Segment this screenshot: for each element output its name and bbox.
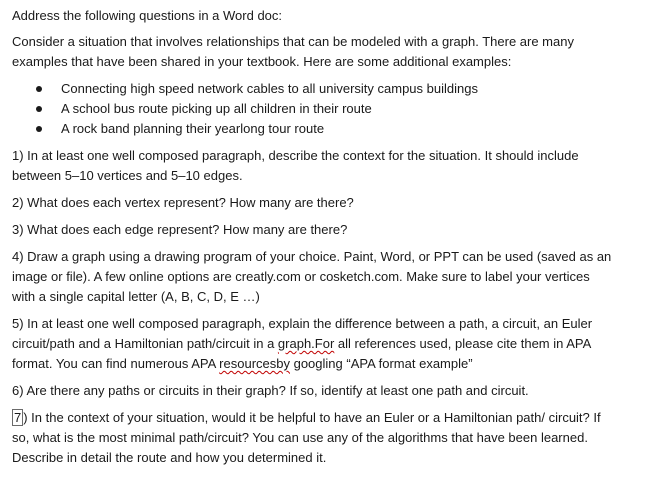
text-run: format. You can find numerous APA — [12, 356, 220, 371]
question-line: 3) What does each edge represent? How many are there? — [12, 222, 348, 237]
example-text: Connecting high speed network cables to all university campus buildings — [61, 81, 478, 96]
question-2 — [12, 193, 652, 213]
question-line: so, what is the most minimal path/circuit? You can use any of the algorithms that have been learned. — [12, 430, 588, 445]
bullet-icon — [36, 126, 42, 132]
question-line: 5) In at least one well composed paragraph, explain the difference between a path, a circuit, an Euler — [12, 316, 593, 331]
intro-line: examples that have been shared in your textbook. Here are some additional examples: — [12, 54, 512, 69]
examples-list — [12, 79, 652, 139]
question-line: with a single capital letter (A, B, C, D, E …) — [12, 289, 260, 304]
question-line: Describe in detail the route and how you determined it. — [12, 450, 327, 465]
example-item — [12, 99, 652, 119]
question-line: 2) What does each vertex represent? How many are there? — [12, 195, 354, 210]
example-item — [12, 119, 652, 139]
spelling-error-word[interactable]: resourcesby — [219, 356, 290, 371]
question-line: 1) In at least one well composed paragraph, describe the context for the situation. It should include — [12, 148, 579, 163]
question-line: 4) Draw a graph using a drawing program of your choice. Paint, Word, or PPT can be used (saved as an — [12, 249, 612, 264]
question-line — [12, 354, 652, 374]
example-text: A rock band planning their yearlong tour route — [61, 121, 325, 136]
question-line: image or file). A few online options are creatly.com or cosketch.com. Make sure to label your vertices — [12, 269, 590, 284]
question-line: between 5–10 vertices and 5–10 edges. — [12, 168, 243, 183]
intro-line: Consider a situation that involves relationships that can be modeled with a graph. There are many — [12, 34, 574, 49]
text-run: circuit/path and a Hamiltonian path/circuit in a — [12, 336, 278, 351]
question-7 — [12, 408, 652, 468]
question-line — [12, 334, 652, 354]
document-body[interactable] — [12, 6, 652, 475]
text-run: ) In the context of your situation, would it be helpful to have an Euler or a Hamiltonian path/ circuit? If — [23, 410, 601, 425]
question-3 — [12, 220, 652, 240]
question-4 — [12, 247, 652, 307]
example-text: A school bus route picking up all children in their route — [61, 101, 372, 116]
intro-paragraph — [12, 32, 652, 72]
question-6 — [12, 381, 652, 401]
question-5 — [12, 314, 652, 374]
question-line: 6) Are there any paths or circuits in their graph? If so, identify at least one path and circuit. — [12, 383, 529, 398]
spelling-error-word[interactable]: graph.For — [277, 336, 335, 351]
heading-instruction: Address the following questions in a Word doc: — [12, 8, 283, 23]
question-line — [12, 408, 652, 428]
bullet-icon — [36, 86, 42, 92]
text-run: all references used, please cite them in APA — [334, 336, 592, 351]
question-1 — [12, 146, 652, 186]
text-cursor-selection[interactable]: 7 — [14, 410, 22, 425]
text-run: googling “APA format example” — [289, 356, 473, 371]
example-item — [12, 79, 652, 99]
bullet-icon — [36, 106, 42, 112]
